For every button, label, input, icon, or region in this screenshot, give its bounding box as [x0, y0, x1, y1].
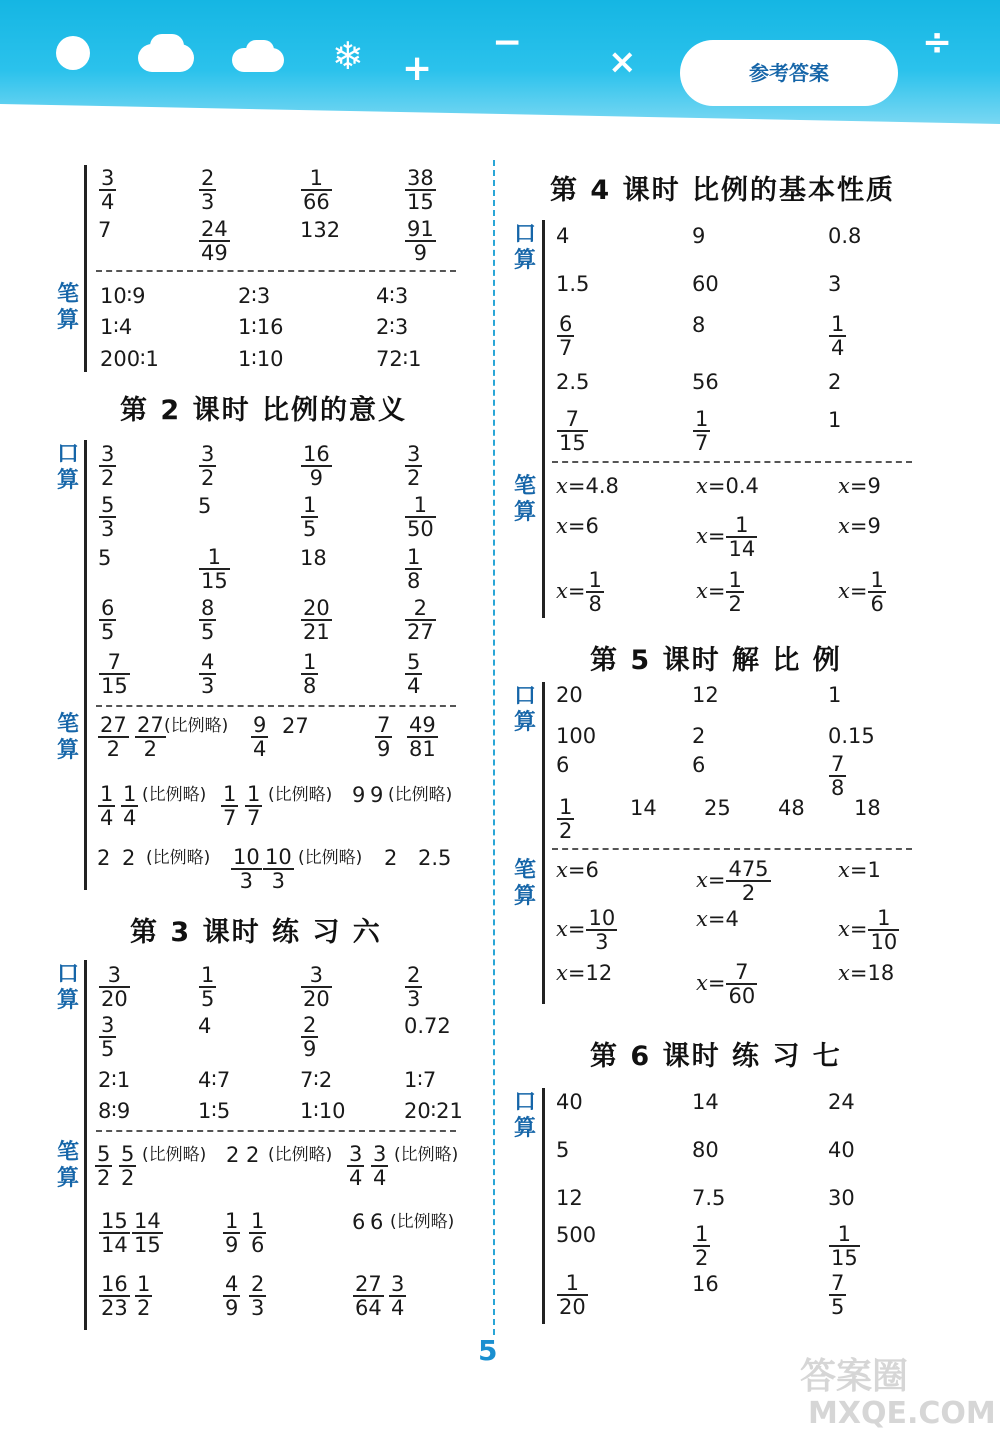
cloud-icon [150, 34, 184, 58]
answer-cell: $\frac{1}{6}$ [251, 1209, 265, 1257]
answer-cell: 0.72 [404, 1014, 451, 1038]
answer-cell: (比例略) [298, 848, 363, 868]
answer-cell: $\frac{1}{15}$ [831, 1222, 858, 1270]
answer-cell: x= $\frac{10}{3}$ [556, 906, 616, 954]
answer-cell: 0.8 [828, 224, 862, 248]
cloud-icon [246, 40, 274, 60]
answer-cell: x=0.4 [696, 474, 759, 498]
answer-cell: $\frac{3}{4}$ [101, 166, 115, 214]
block-bar [84, 440, 87, 890]
oral-label: 口算 [513, 222, 536, 273]
times-symbol: × [608, 42, 637, 82]
answer-cell: x=18 [838, 961, 895, 985]
answer-cell: $\frac{27}{2}$ [137, 713, 164, 761]
answer-cell: 72∶1 [376, 347, 422, 371]
answer-cell: 4 [198, 1014, 212, 1038]
answer-key-badge: 参考答案 [680, 40, 898, 106]
answer-cell: 200∶1 [100, 347, 159, 371]
answer-cell: x= $\frac{475}{2}$ [696, 857, 769, 905]
answer-cell: 2∶3 [376, 315, 409, 339]
answer-cell: $\frac{27}{64}$ [355, 1272, 382, 1320]
answer-cell: 80 [692, 1138, 719, 1162]
written-label: 笔算 [56, 282, 79, 333]
answer-cell: 1∶10 [300, 1099, 346, 1123]
answer-cell: x= $\frac{1}{6}$ [838, 568, 884, 616]
answer-cell: $\frac{3}{2}$ [201, 442, 215, 490]
written-label: 笔算 [513, 474, 536, 525]
watermark-url: MXQE.COM [808, 1396, 996, 1431]
section-dash [552, 461, 912, 463]
answer-cell: 3 [828, 272, 842, 296]
answer-cell: 6 [692, 753, 706, 777]
answer-cell: x=1 [838, 858, 881, 882]
answer-cell: 2 [828, 370, 842, 394]
block-bar [542, 1088, 545, 1324]
minus-symbol: − [492, 22, 523, 63]
answer-cell: 1∶7 [404, 1068, 437, 1092]
answer-cell: 20∶21 [404, 1099, 463, 1123]
answer-cell: x= $\frac{1}{8}$ [556, 568, 602, 616]
answer-cell: $\frac{1}{5}$ [201, 963, 215, 1011]
answer-cell: (比例略) [394, 1145, 459, 1165]
answer-cell: $\frac{1}{2}$ [695, 1222, 709, 1270]
answer-cell: 1∶16 [238, 315, 284, 339]
answer-cell: $\frac{3}{2}$ [407, 442, 421, 490]
answer-cell: x=6 [556, 858, 599, 882]
answer-cell: $\frac{7}{15}$ [101, 650, 128, 698]
answer-cell: $\frac{38}{15}$ [407, 166, 434, 214]
oral-label: 口算 [56, 442, 79, 493]
written-label: 笔算 [513, 858, 536, 909]
oral-label: 口算 [513, 684, 536, 735]
answer-cell: 2 [226, 1143, 240, 1167]
answer-cell: 7.5 [692, 1186, 726, 1210]
answer-cell: $\frac{2}{9}$ [303, 1013, 317, 1061]
answer-cell: 1.5 [556, 272, 590, 296]
answer-cell: x=4 [696, 907, 739, 931]
answer-cell: 2∶3 [238, 284, 271, 308]
answer-cell: $\frac{49}{81}$ [409, 713, 436, 761]
answer-cell: $\frac{2}{27}$ [407, 596, 434, 644]
answer-cell: 4 [556, 224, 570, 248]
answer-cell: $\frac{14}{15}$ [134, 1209, 161, 1257]
answer-cell: 18 [300, 546, 327, 570]
answer-cell: 1∶4 [100, 315, 133, 339]
lesson3-title: 第 3 课时 练 习 六 [130, 917, 382, 948]
answer-cell: $\frac{16}{23}$ [101, 1272, 128, 1320]
answer-cell: 14 [630, 796, 657, 820]
header-banner [0, 0, 1000, 128]
section-dash [96, 1130, 456, 1132]
answer-cell: $\frac{15}{14}$ [101, 1209, 128, 1257]
answer-cell: $\frac{20}{21}$ [303, 596, 330, 644]
answer-cell: 16 [692, 1272, 719, 1296]
answer-cell: 48 [778, 796, 805, 820]
answer-cell: 30 [828, 1186, 855, 1210]
snowflake-icon: ❄ [332, 34, 364, 78]
answer-cell: $\frac{7}{5}$ [831, 1271, 845, 1319]
answer-cell: (比例略) [268, 1145, 333, 1165]
answer-cell: 12 [692, 683, 719, 707]
answer-cell: $\frac{27}{2}$ [100, 713, 127, 761]
answer-cell: $\frac{91}{9}$ [407, 217, 434, 265]
column-divider [493, 160, 495, 1335]
answer-cell: $\frac{3}{20}$ [101, 963, 128, 1011]
answer-cell: (比例略) [142, 1145, 207, 1165]
answer-cell: $\frac{5}{4}$ [407, 650, 421, 698]
answer-cell: 25 [704, 796, 731, 820]
answer-cell: $\frac{10}{3}$ [233, 845, 260, 893]
answer-cell: 2 [384, 846, 398, 870]
plus-symbol: + [402, 48, 433, 89]
answer-cell: 8∶9 [98, 1099, 131, 1123]
block-bar [84, 165, 87, 372]
block-bar [542, 682, 545, 1004]
answer-cell: 5 [198, 494, 212, 518]
answer-cell: (比例略) [146, 848, 211, 868]
answer-cell: 0.15 [828, 724, 875, 748]
answer-cell: 2 [692, 724, 706, 748]
divide-symbol: ÷ [922, 22, 953, 63]
sun-icon [56, 36, 90, 70]
answer-cell: $\frac{1}{4}$ [123, 782, 137, 830]
answer-cell: $\frac{2}{3}$ [251, 1272, 265, 1320]
answer-cell: $\frac{7}{9}$ [377, 713, 391, 761]
answer-cell: $\frac{16}{9}$ [303, 442, 330, 490]
lesson4-title: 第 4 课时 比例的基本性质 [550, 175, 895, 206]
answer-cell: $\frac{1}{9}$ [225, 1209, 239, 1257]
answer-cell: $\frac{4}{3}$ [201, 650, 215, 698]
answer-cell: $\frac{1}{7}$ [223, 782, 237, 830]
answer-cell: $\frac{7}{8}$ [831, 752, 845, 800]
block-bar [542, 220, 545, 618]
answer-cell: $\frac{1}{7}$ [247, 782, 261, 830]
answer-cell: x=6 [556, 514, 599, 538]
answer-cell: (比例略) [142, 785, 207, 805]
answer-cell: $\frac{1}{66}$ [303, 166, 330, 214]
lesson2-title: 第 2 课时 比例的意义 [120, 395, 407, 426]
answer-cell: (比例略) [388, 785, 453, 805]
oral-label: 口算 [56, 962, 79, 1013]
answer-cell: $\frac{5}{2}$ [97, 1142, 111, 1190]
section-dash [96, 270, 456, 272]
lesson6-title: 第 6 课时 练 习 七 [590, 1041, 842, 1072]
answer-cell: 8 [692, 313, 706, 337]
answer-cell: x=12 [556, 961, 613, 985]
answer-cell: x= $\frac{1}{10}$ [838, 906, 898, 954]
answer-cell: $\frac{2}{3}$ [407, 963, 421, 1011]
answer-cell: 27 [282, 714, 309, 738]
answer-cell: $\frac{1}{2}$ [137, 1272, 151, 1320]
page-number: 5 [478, 1334, 498, 1367]
answer-cell: 2 [97, 846, 111, 870]
answer-cell: 18 [854, 796, 881, 820]
answer-cell: 500 [556, 1223, 597, 1247]
answer-cell: 100 [556, 724, 597, 748]
answer-cell: $\frac{1}{50}$ [407, 493, 434, 541]
block-bar [84, 960, 87, 1330]
answer-cell: 4∶7 [198, 1068, 231, 1092]
answer-cell: $\frac{2}{3}$ [201, 166, 215, 214]
answer-cell: 6 [370, 1210, 384, 1234]
answer-cell: $\frac{1}{15}$ [201, 545, 228, 593]
answer-cell: 56 [692, 370, 719, 394]
answer-cell: $\frac{3}{4}$ [391, 1272, 405, 1320]
answer-cell: 2 [246, 1143, 260, 1167]
answer-cell: 40 [828, 1138, 855, 1162]
answer-cell: $\frac{6}{7}$ [559, 312, 573, 360]
answer-cell: $\frac{9}{4}$ [253, 713, 267, 761]
answer-cell: 7 [98, 218, 112, 242]
answer-cell: $\frac{1}{5}$ [303, 493, 317, 541]
answer-cell: (比例略) [390, 1212, 455, 1232]
answer-cell: $\frac{6}{5}$ [101, 596, 115, 644]
section-dash [552, 848, 912, 850]
answer-cell: 7∶2 [300, 1068, 333, 1092]
answer-cell: 5 [98, 546, 112, 570]
answer-cell: $\frac{4}{9}$ [225, 1272, 239, 1320]
lesson5-title: 第 5 课时 解 比 例 [590, 645, 842, 676]
answer-cell: 6 [556, 753, 570, 777]
answer-cell: 12 [556, 1186, 583, 1210]
answer-cell: 9 [370, 783, 384, 807]
answer-cell: 9 [692, 224, 706, 248]
answer-cell: 9 [352, 783, 366, 807]
answer-cell: $\frac{3}{20}$ [303, 963, 330, 1011]
answer-cell: $\frac{24}{49}$ [201, 217, 228, 265]
answer-cell: 2.5 [418, 846, 452, 870]
answer-cell: $\frac{3}{4}$ [349, 1142, 363, 1190]
answer-cell: 5 [556, 1138, 570, 1162]
answer-cell: 6 [352, 1210, 366, 1234]
answer-cell: $\frac{5}{3}$ [101, 493, 115, 541]
answer-cell: $\frac{8}{5}$ [201, 596, 215, 644]
oral-label: 口算 [513, 1090, 536, 1141]
answer-cell: 40 [556, 1090, 583, 1114]
answer-cell: 4∶3 [376, 284, 409, 308]
answer-cell: $\frac{10}{3}$ [265, 845, 292, 893]
answer-cell: 1∶5 [198, 1099, 231, 1123]
answer-cell: x=9 [838, 474, 881, 498]
answer-cell: $\frac{1}{2}$ [559, 795, 573, 843]
answer-cell: 132 [300, 218, 341, 242]
answer-cell: $\frac{1}{7}$ [695, 407, 709, 455]
answer-cell: 14 [692, 1090, 719, 1114]
answer-cell: $\frac{3}{4}$ [373, 1142, 387, 1190]
answer-cell: 1∶10 [238, 347, 284, 371]
watermark-logo: 答案圈 [800, 1356, 909, 1397]
answer-cell: 2.5 [556, 370, 590, 394]
answer-cell: x= $\frac{7}{60}$ [696, 960, 756, 1008]
answer-cell: $\frac{1}{4}$ [831, 312, 845, 360]
answer-cell: $\frac{1}{20}$ [559, 1271, 586, 1319]
written-label: 笔算 [56, 1140, 79, 1191]
answer-cell: (比例略) [164, 716, 229, 736]
answer-cell: x= $\frac{1}{14}$ [696, 513, 756, 561]
answer-cell: x=9 [838, 514, 881, 538]
answer-cell: 2 [122, 846, 136, 870]
answer-cell: $\frac{7}{15}$ [559, 407, 586, 455]
answer-cell: x=4.8 [556, 474, 619, 498]
answer-cell: x= $\frac{1}{2}$ [696, 568, 742, 616]
answer-cell: 10∶9 [100, 284, 146, 308]
written-label: 笔算 [56, 712, 79, 763]
answer-cell: 20 [556, 683, 583, 707]
answer-cell: $\frac{1}{8}$ [303, 650, 317, 698]
section-dash [96, 705, 456, 707]
answer-cell: $\frac{3}{5}$ [101, 1013, 115, 1061]
answer-cell: 1 [828, 408, 842, 432]
answer-cell: 2∶1 [98, 1068, 131, 1092]
answer-cell: $\frac{3}{2}$ [101, 442, 115, 490]
answer-cell: 60 [692, 272, 719, 296]
answer-cell: 24 [828, 1090, 855, 1114]
answer-cell: $\frac{1}{4}$ [100, 782, 114, 830]
answer-cell: 1 [828, 683, 842, 707]
answer-cell: $\frac{1}{8}$ [407, 545, 421, 593]
answer-cell: $\frac{5}{2}$ [121, 1142, 135, 1190]
answer-cell: (比例略) [268, 785, 333, 805]
